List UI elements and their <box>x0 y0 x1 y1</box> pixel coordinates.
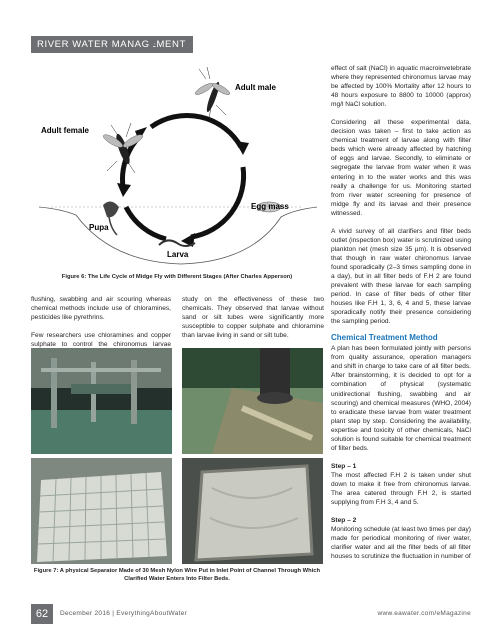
heading-chemical-treatment: Chemical Treatment Method <box>331 333 438 343</box>
lifecycle-illustration <box>31 57 323 269</box>
section-tag: RIVER WATER MANAGEMENT <box>31 36 193 53</box>
step-2-title: Step – 2 <box>331 517 357 525</box>
figure-7-caption-line-1: Figure 7: A physical Separator Made of 30 Mesh Nylon Wire Put in Inlet Point of Channel Through Which <box>33 568 321 574</box>
left-paragraph-1: flushing, swabbing and air scouring whereas chemical methods include use of chloramines, pesticides like pyrethrins. <box>31 296 171 322</box>
right-paragraph-4: A plan has been formulated jointly with persons from quality assurance, operation managers and shift in charge to take care of all filter beds. After brainstorming, it is decided to opt for a combination of physical (systematic unidirectional flushing, swabbing and air scouring) and chemical measures (WHO, 2004) to eradicate these larvae from water treatment plant step by step. Considering the availability, expertise and toxicity of other chemicals, NaCl solution is found suitable for chemical treatment of filter beds. <box>331 345 471 452</box>
page-number: 62 <box>31 604 53 624</box>
label-larva: Larva <box>167 250 189 259</box>
photo-worker-placing-mesh <box>182 348 323 454</box>
body-column-right <box>331 64 471 570</box>
photo-mesh-frame <box>182 458 323 564</box>
figure-6-caption: Figure 6: The Life Cycle of Midge Fly with Different Stages (After Charles Apperson) <box>61 274 293 280</box>
adult-male-fly <box>194 67 231 119</box>
figure-6-lifecycle-diagram <box>31 57 323 269</box>
left-paragraph-2: Few researchers use chloramines and copper sulphate to control the chironomus larvae <box>31 332 171 349</box>
photo-channel-inlet <box>31 348 172 454</box>
photo-nylon-mesh-separator <box>31 458 172 564</box>
middle-paragraph-1: study on the effectiveness of these two chemicals. They observed that larvae without sand or silt tubes were significantly more susceptible to copper sulphate and chloramine than larvae living in sand or silt tube. <box>182 296 324 340</box>
step-1-text: The most affected F.H 2 is taken under shut down to make it free from chironomus larvae. The area catered through F.H 2, is started supplying from F.H 3, 4 and 5. <box>331 471 471 507</box>
figure-7-caption-line-2: Clarified Water Enters Into Filter Beds. <box>124 576 230 582</box>
right-paragraph-1: effect of salt (NaCl) in aquatic macroinvetebrate where they represented chironomus larvae may be affected by 100% Mortality after 12 hours to 48 hours exposure to 8800 to 10000 (approx) mg/l NaCl solution. <box>331 65 471 109</box>
right-paragraph-2: Considering all these experimental data, decision was taken – first to take action as chemical treatment of larvae along with filter beds which were already affected by hatching of eggs and larvae. Secondly, to eliminate or segregate the larvae from water when it was entering in to the water works and this was really a challenge for us. Monitoring started from river water screening for presence of midge fly and its larvae and their presence witnessed. <box>331 119 471 217</box>
label-adult-male: Adult male <box>235 83 276 92</box>
right-paragraph-3: A vivid survey of all clarifiers and filter beds outlet (inspection box) water is scrutinized using plankton net (mesh size 35 µm). It is observed that though in raw water chironomus larvae found sporadically (2–3 times sampling done in a day), but in all filter beds of F.H 2 are found prevalent with these larvae for each sampling period. In case of filter beds of other filter houses like F.H 1, 3, 6, 4 and 5, these larvae sporadically notify their presence considering the sampling period. <box>331 227 472 326</box>
section-tag-tip <box>150 36 158 53</box>
figure-7-caption <box>31 567 323 583</box>
label-adult-female: Adult female <box>41 126 90 135</box>
label-egg-mass: Egg mass <box>251 202 289 211</box>
label-pupa: Pupa <box>89 223 109 232</box>
step-2-text: Monitoring schedule (at least two times per day) made for periodical monitoring of river water, clarifier water and all the filter beds of all filter houses to scrutinize the fluctuation in number of <box>331 526 471 561</box>
footer-url[interactable]: www.eawater.com/eMagazine <box>377 610 471 617</box>
footer-issue: December 2016 | EverythingAboutWater <box>60 610 188 617</box>
step-1-title: Step – 1 <box>331 462 357 470</box>
